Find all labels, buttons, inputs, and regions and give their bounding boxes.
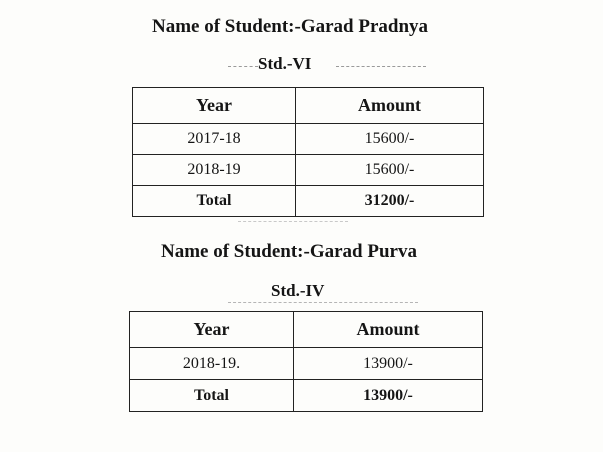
amount-cell: 13900/-: [294, 348, 483, 380]
divider: [228, 302, 418, 303]
fee-table: [132, 87, 484, 217]
student-name-heading: Name of Student:-Garad Pradnya: [152, 16, 429, 37]
table-header-row: [133, 88, 484, 124]
column-header-year: Year: [130, 312, 294, 348]
column-header-amount: Amount: [296, 88, 484, 124]
amount-cell: 15600/-: [296, 155, 484, 186]
total-amount: 13900/-: [294, 380, 483, 412]
table-row: [133, 124, 484, 155]
year-cell: 2018-19: [133, 155, 296, 186]
year-cell: 2018-19.: [130, 348, 294, 380]
divider: [336, 66, 426, 67]
total-row: [133, 186, 484, 217]
standard-label: Std.-IV: [271, 281, 325, 300]
column-header-year: Year: [133, 88, 296, 124]
fee-table: [129, 311, 483, 412]
table-header-row: [130, 312, 483, 348]
divider: [238, 221, 348, 222]
total-label: Total: [130, 380, 294, 412]
amount-cell: 15600/-: [296, 124, 484, 155]
table-row: [133, 155, 484, 186]
total-label: Total: [133, 186, 296, 217]
table-row: [130, 348, 483, 380]
student-name-heading: Name of Student:-Garad Purva: [161, 241, 417, 262]
divider: [228, 66, 258, 67]
standard-label: Std.-VI: [258, 54, 312, 73]
total-row: [130, 380, 483, 412]
total-amount: 31200/-: [296, 186, 484, 217]
column-header-amount: Amount: [294, 312, 483, 348]
year-cell: 2017-18: [133, 124, 296, 155]
